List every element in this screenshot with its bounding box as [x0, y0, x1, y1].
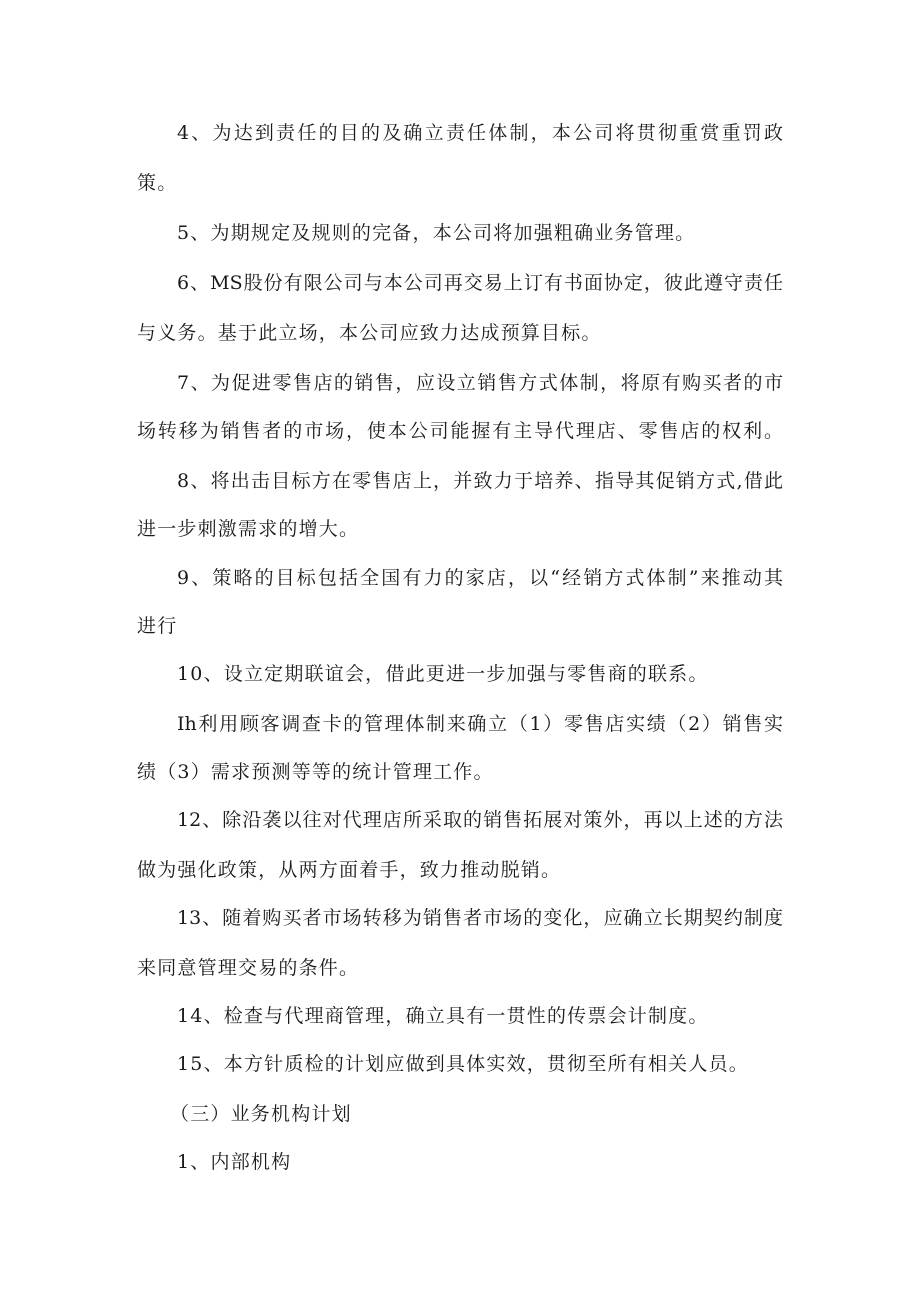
paragraph-14: 14、检查与代理商管理，确立具有一贯性的传票会计制度。: [177, 1005, 709, 1027]
paragraph-12-line-1: 12、除沿袭以往对代理店所采取的销售拓展对策外，再以上述的方法: [177, 809, 783, 831]
paragraph-7-line-2: 场转移为销售者的市场，使本公司能握有主导代理店、零售店的权利。: [137, 420, 783, 442]
paragraph-9-line-2: 进行: [137, 615, 178, 637]
paragraph-4-line-1: 4、为达到责任的目的及确立责任体制，本公司将贯彻重赏重罚政: [177, 122, 783, 144]
section-heading: （三）业务机构计划: [170, 1103, 352, 1125]
paragraph-15: 15、本方针质检的计划应做到具体实效，贯彻至所有相关人员。: [177, 1053, 749, 1075]
paragraph-9-line-1: 9、策略的目标包括全国有力的家店，以“经销方式体制”来推动其: [177, 567, 783, 589]
paragraph-13-line-2: 来同意管理交易的条件。: [137, 957, 360, 979]
paragraph-12-line-2: 做为强化政策，从两方面着手，致力推动脱销。: [137, 859, 562, 881]
subsection-heading: 1、内部机构: [177, 1151, 292, 1173]
paragraph-7-line-1: 7、为促进零售店的销售，应设立销售方式体制，将原有购买者的市: [177, 372, 783, 394]
paragraph-8-line-2: 进一步刺激需求的增大。: [137, 518, 360, 540]
paragraph-6-line-2: 与义务。基于此立场，本公司应致力达成预算目标。: [137, 322, 602, 344]
paragraph-11-line-1: Ih利用顾客调查卡的管理体制来确立（1）零售店实绩（2）销售实: [177, 713, 783, 735]
paragraph-13-line-1: 13、随着购买者市场转移为销售者市场的变化，应确立长期契约制度: [177, 907, 783, 929]
paragraph-8-line-1: 8、将出击目标方在零售店上，并致力于培养、指导其促销方式,借此: [177, 470, 783, 492]
paragraph-10: 10、设立定期联谊会，借此更进一步加强与零售商的联系。: [177, 663, 709, 685]
paragraph-6-line-1: 6、MS股份有限公司与本公司再交易上订有书面协定，彼此遵守责任: [177, 272, 783, 294]
paragraph-4-line-2: 策。: [137, 172, 178, 194]
paragraph-5: 5、为期规定及规则的完备，本公司将加强粗确业务管理。: [177, 222, 696, 244]
paragraph-11-line-2: 绩（3）需求预测等等的统计管理工作。: [137, 761, 494, 783]
